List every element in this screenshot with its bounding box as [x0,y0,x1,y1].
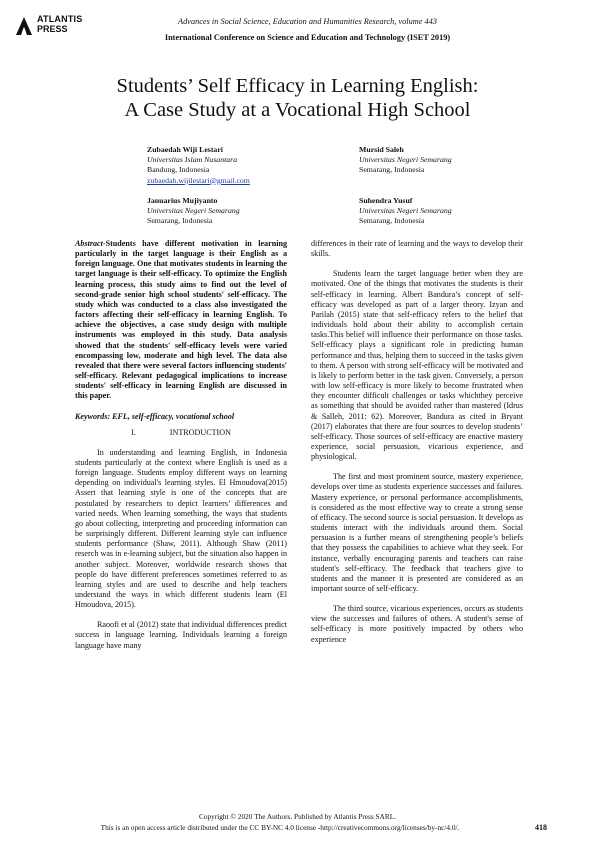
abstract [75,239,287,402]
author-affiliation: Universitas Negeri Semarang [359,155,452,165]
page-number: 418 [535,823,547,832]
title-line-2: A Case Study at a Vocational High School [124,99,471,121]
author-block [359,145,452,176]
author-block [147,145,250,186]
author-name: Januarius Mujiyanto [147,196,218,205]
author-block [359,196,452,227]
paper-title [0,74,595,122]
body-paragraph: In understanding and learning English, in Indonesia students particularly at the context where English is used as a foreign language. Students employ different ways on learning depending on individual's learning styles. El Hmoudova(2015) Assert that learning style is one of the concepts that are postulated by researchers to depict learners’ differences and varied needs. When learning something, the ways that students go about collecting, interpreting and proceeding information can be surprisingly different. Different learning style can influence students performance (Shaw, 2011). Although Shaw (2011) reserch was in e-learning subject, but the situation also happen in another subject. Moreover, worldwide research shows that people do have different preferences sometimes referred to as learning styles and are used to describe and help teachers understand the ways in which different students learn (El Hmoudova, 2015). [75,447,287,610]
title-line-1: Students’ Self Efficacy in Learning English: [116,75,479,97]
section-heading [75,428,287,438]
conference-header: International Conference on Science and Education and Technology (ISET 2019) [164,33,451,42]
author-location: Semarang, Indonesia [359,165,425,175]
license-notice: This is an open access article distributed under the CC BY-NC 4.0 license -http://creativecommons.org/licenses/by-nc/4.0/. [100,823,460,832]
author-name: Zubaedah Wiji Lestari [147,145,223,154]
copyright-notice: Copyright © 2020 The Authors. Published by Atlantis Press SARL. [199,812,396,821]
right-column [311,239,523,645]
left-column [75,239,287,651]
abstract-text: Students have different motivation in learning particularly in the target language is their English as a foreign language. One that motivates students in learning the target language is their self-efficacy. To optimize the English learning process, this study aims to find out the level of second-grade senior high school students' self-efficacy. The study which was conducted to a class also investigated the factors affecting their self-efficacy in learning English. To achieve the objectives, a case study design with multiple instruments was employed in this study. Data analysis showed that the students' self-efficacy levels were varied encompassing low, moderate and high level. The data also revealed that there were several factors influencing students' self-efficacy. Relevant pedagogical implications to increase students' self-efficacy in learning English are discussed in this paper. [75,239,287,401]
keywords: Keywords: EFL, self-efficacy, vocational school [75,411,235,421]
author-name: Mursid Saleh [359,145,404,154]
author-location: Bandung, Indonesia [147,165,210,175]
body-paragraph: The first and most prominent source, mastery experience, develops over time as students experience successes and failures. Mastery experience, or personal performance accomplishments, is considered as the most effective way to create a strong sense of efficacy. The second source is social persuasion. It develops as students interact with the individuals around them. Social persuasion is a further means of strengthening people’s beliefs that they possess the capabilities to achieve what they seek. For instance, verbally encouraging parents and teachers can raise student's self-efficacy. The feedback that teachers give to students and the manner it is presented are considered as an important source of self-efficacy. [311,472,523,593]
section-number: I. [131,427,136,437]
section-title: INTRODUCTION [169,427,231,437]
publisher-name-line2: PRESS [37,24,68,34]
body-paragraph: The third source, vicarious experiences, occurs as students view the successes and failures of others. A student's sense of self-efficacy is more positively impacted by others who experience [311,604,523,644]
series-header: Advances in Social Science, Education and Humanities Research, volume 443 [178,17,437,26]
body-paragraph: Students learn the target language better when they are motivated. One of the things that motivates the students is their self-efficacy in learning. Albert Bandura’s concept of self-efficacy was developed as part of a larger theory. Izyan and Parilah (2015) state that self-efficacy refers to the belief that individuals hold about their ability to accomplish certain tasks.This belief will influence their performance on those tasks. Self-efficacy plays a significant role in predicting human performance and thus, helping them to succeed in the tasks given to them. A person with strong self-efficacy will be motivated and is likely to perform better in the task given. Conversely, a person with low self-efficacy is more likely to become frustrated when they encounter difficult challenges or tasks whichthey perceive as something that should be avoided rather than mastered (Idrus & Salleh, 2011: 62). Moreover, Bandura as cited in Bryant (2017) elaborates that there are four sources to develop students’ self-efficacy. Those sources of self-efficacy are enactive mastery experience, social persuasion, vicarious experience, and physiological. [311,269,523,462]
body-paragraph: differences in their rate of learning and the ways to develop their skills. [311,239,523,259]
author-affiliation: Universitas Islam Nusantara [147,155,238,165]
author-email-link[interactable]: zubaedah.wijilestari@gmail.com [147,175,250,185]
abstract-label: Abstract- [75,239,106,248]
publisher-name-line1: ATLANTIS [37,14,83,24]
author-affiliation: Universitas Negeri Semarang [147,206,240,216]
author-affiliation: Universitas Negeri Semarang [359,206,452,216]
author-block [147,196,240,227]
author-location: Semarang, Indonesia [147,216,213,226]
body-paragraph: Raoofi et al (2012) state that individual differences predict success in language learning. Individuals learning a foreign language have many [75,620,287,650]
author-name: Suhendra Yusuf [359,196,413,205]
author-location: Semarang, Indonesia [359,216,425,226]
